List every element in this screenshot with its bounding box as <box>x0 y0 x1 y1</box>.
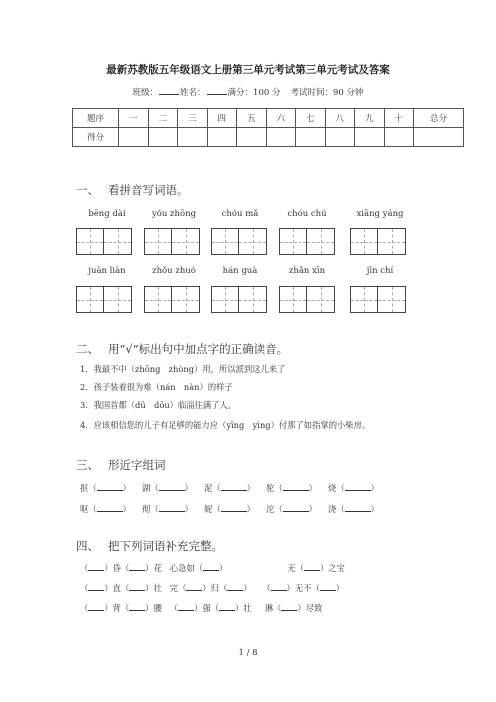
fill-blank[interactable] <box>129 582 145 591</box>
pinyin-label: xiāng yáng <box>356 209 404 219</box>
pinyin-label: hán guà <box>222 266 258 276</box>
fill-blank[interactable] <box>281 602 297 611</box>
score-cell[interactable] <box>237 128 267 147</box>
score-header-cell: 二 <box>148 109 178 128</box>
fill-blank[interactable] <box>227 582 243 591</box>
fill-blank[interactable] <box>88 602 104 611</box>
tianzige-answer-box[interactable] <box>144 286 200 313</box>
char-item: 驼 <box>266 483 275 493</box>
pinyin-label: zhǒu zhuó <box>152 266 196 276</box>
score-header-cell: 八 <box>325 109 355 128</box>
section-2-heading: 二、 用“√”标出句中加点字的正确读音。 <box>76 342 289 356</box>
fill-blank[interactable] <box>271 582 287 591</box>
fill-blank[interactable] <box>221 482 247 491</box>
section-3-heading: 三、 形近字组词 <box>76 458 166 472</box>
pinyin-label: chóu mǎ <box>221 209 259 219</box>
sentence-item: 4．应该相信您的儿子有足够的能力应（yīng yìng）付那了如指掌的小柴房。 <box>80 420 371 430</box>
fill-blank[interactable] <box>88 562 104 571</box>
char-item: 浇 <box>328 504 337 514</box>
fill-blank[interactable] <box>97 482 123 491</box>
score-header-cell: 总分 <box>414 109 464 128</box>
tianzige-answer-box[interactable] <box>211 228 267 255</box>
sentence-item: 2．孩子装着很为难（nán nàn）的样子 <box>80 382 233 392</box>
score-header-cell: 四 <box>207 109 237 128</box>
tianzige-answer-box[interactable] <box>76 286 132 313</box>
fill-blank[interactable] <box>159 503 185 512</box>
score-cell[interactable] <box>266 128 296 147</box>
char-item: 沱 <box>266 504 275 514</box>
tianzige-answer-box[interactable] <box>350 286 406 313</box>
fill-blank[interactable] <box>129 602 145 611</box>
score-cell[interactable] <box>414 128 464 147</box>
score-cell[interactable] <box>296 128 326 147</box>
fill-blank[interactable] <box>129 562 145 571</box>
char-item: 湖 <box>142 483 151 493</box>
fill-blank[interactable] <box>320 582 336 591</box>
score-cell[interactable] <box>119 128 149 147</box>
idiom-row: （ ）背（ ）腰 （ ）强（ ）壮 淋（ ）尽致 <box>80 603 323 613</box>
fill-blank[interactable] <box>97 503 123 512</box>
fill-blank[interactable] <box>159 482 185 491</box>
class-blank[interactable] <box>159 86 179 95</box>
char-item: 泥 <box>204 483 213 493</box>
pinyin-label: chóu chú <box>287 209 327 219</box>
score-header-cell: 六 <box>266 109 296 128</box>
score-table-score-row <box>73 128 464 147</box>
score-header-cell: 七 <box>296 109 326 128</box>
score-row-label: 得分 <box>73 128 119 147</box>
section-4-heading: 四、 把下列词语补充完整。 <box>76 539 223 553</box>
tianzige-answer-box[interactable] <box>211 286 267 313</box>
pinyin-label: bēng dài <box>88 209 126 219</box>
score-header-cell: 一 <box>119 109 149 128</box>
score-cell[interactable] <box>178 128 208 147</box>
tianzige-answer-box[interactable] <box>350 228 406 255</box>
score-header-cell: 五 <box>237 109 267 128</box>
page-number: 1 / 8 <box>238 648 258 658</box>
tianzige-answer-box[interactable] <box>279 286 335 313</box>
fill-blank[interactable] <box>345 503 371 512</box>
tianzige-answer-box[interactable] <box>279 228 335 255</box>
pinyin-label: jīn chí <box>366 266 394 276</box>
score-cell[interactable] <box>384 128 414 147</box>
char-compare-row: 抠（ ） 湖（ ） 泥（ ） 驼（ ） 烧（ ） <box>80 483 379 493</box>
page-title: 最新苏教版五年级语文上册第三单元考试第三单元考试及答案 <box>106 64 390 76</box>
score-table <box>72 108 464 147</box>
idiom-row: （ ）昏（ ）花 心急如（ ） 无（ ）之宝 <box>80 563 345 573</box>
score-header-cell: 三 <box>178 109 208 128</box>
char-item: 彻 <box>142 504 151 514</box>
tianzige-answer-box[interactable] <box>76 228 132 255</box>
char-item: 妮 <box>204 504 213 514</box>
fill-blank[interactable] <box>283 503 309 512</box>
pinyin-label: juàn liàn <box>88 266 126 276</box>
fill-blank[interactable] <box>304 562 320 571</box>
char-item: 烧 <box>328 483 337 493</box>
char-compare-row: 呕（ ） 彻（ ） 妮（ ） 沱（ ） 浇（ ） <box>80 504 379 514</box>
score-header-cell: 十 <box>384 109 414 128</box>
tianzige-answer-box[interactable] <box>144 228 200 255</box>
fill-blank[interactable] <box>221 503 247 512</box>
exam-info-line <box>0 86 496 98</box>
fill-blank[interactable] <box>88 582 104 591</box>
score-header-cell: 题序 <box>73 109 119 128</box>
exam-time: 考试时间：90 分钟 <box>290 88 364 98</box>
score-cell[interactable] <box>148 128 178 147</box>
fill-blank[interactable] <box>178 602 194 611</box>
idiom-row: （ ）直（ ）壮 完（ ）归（ ） （ ）无不（ ） <box>80 583 345 593</box>
fill-blank[interactable] <box>186 582 202 591</box>
char-item: 抠 <box>80 483 89 493</box>
sentence-item: 1．我最不中（zhōng zhòng）用，所以派到这儿来了 <box>80 364 286 374</box>
name-blank[interactable] <box>207 86 227 95</box>
score-table-header-row <box>73 109 464 128</box>
name-label: 姓名： <box>180 88 206 98</box>
fill-blank[interactable] <box>203 562 219 571</box>
pinyin-label: zhǎn xīn <box>288 266 326 276</box>
fill-blank[interactable] <box>219 602 235 611</box>
score-cell[interactable] <box>325 128 355 147</box>
fill-blank[interactable] <box>345 482 371 491</box>
full-score: 满分：100 分 <box>227 88 281 98</box>
score-cell[interactable] <box>207 128 237 147</box>
pinyin-label: yóu zhōng <box>151 209 197 219</box>
sentence-item: 3．我国首都（dū dōu）临淄住满了人。 <box>80 400 237 410</box>
section-1-heading: 一、 看拼音写词语。 <box>76 183 189 197</box>
score-cell[interactable] <box>355 128 385 147</box>
fill-blank[interactable] <box>283 482 309 491</box>
class-label: 班级： <box>132 88 159 98</box>
char-item: 呕 <box>80 504 89 514</box>
score-header-cell: 九 <box>355 109 385 128</box>
